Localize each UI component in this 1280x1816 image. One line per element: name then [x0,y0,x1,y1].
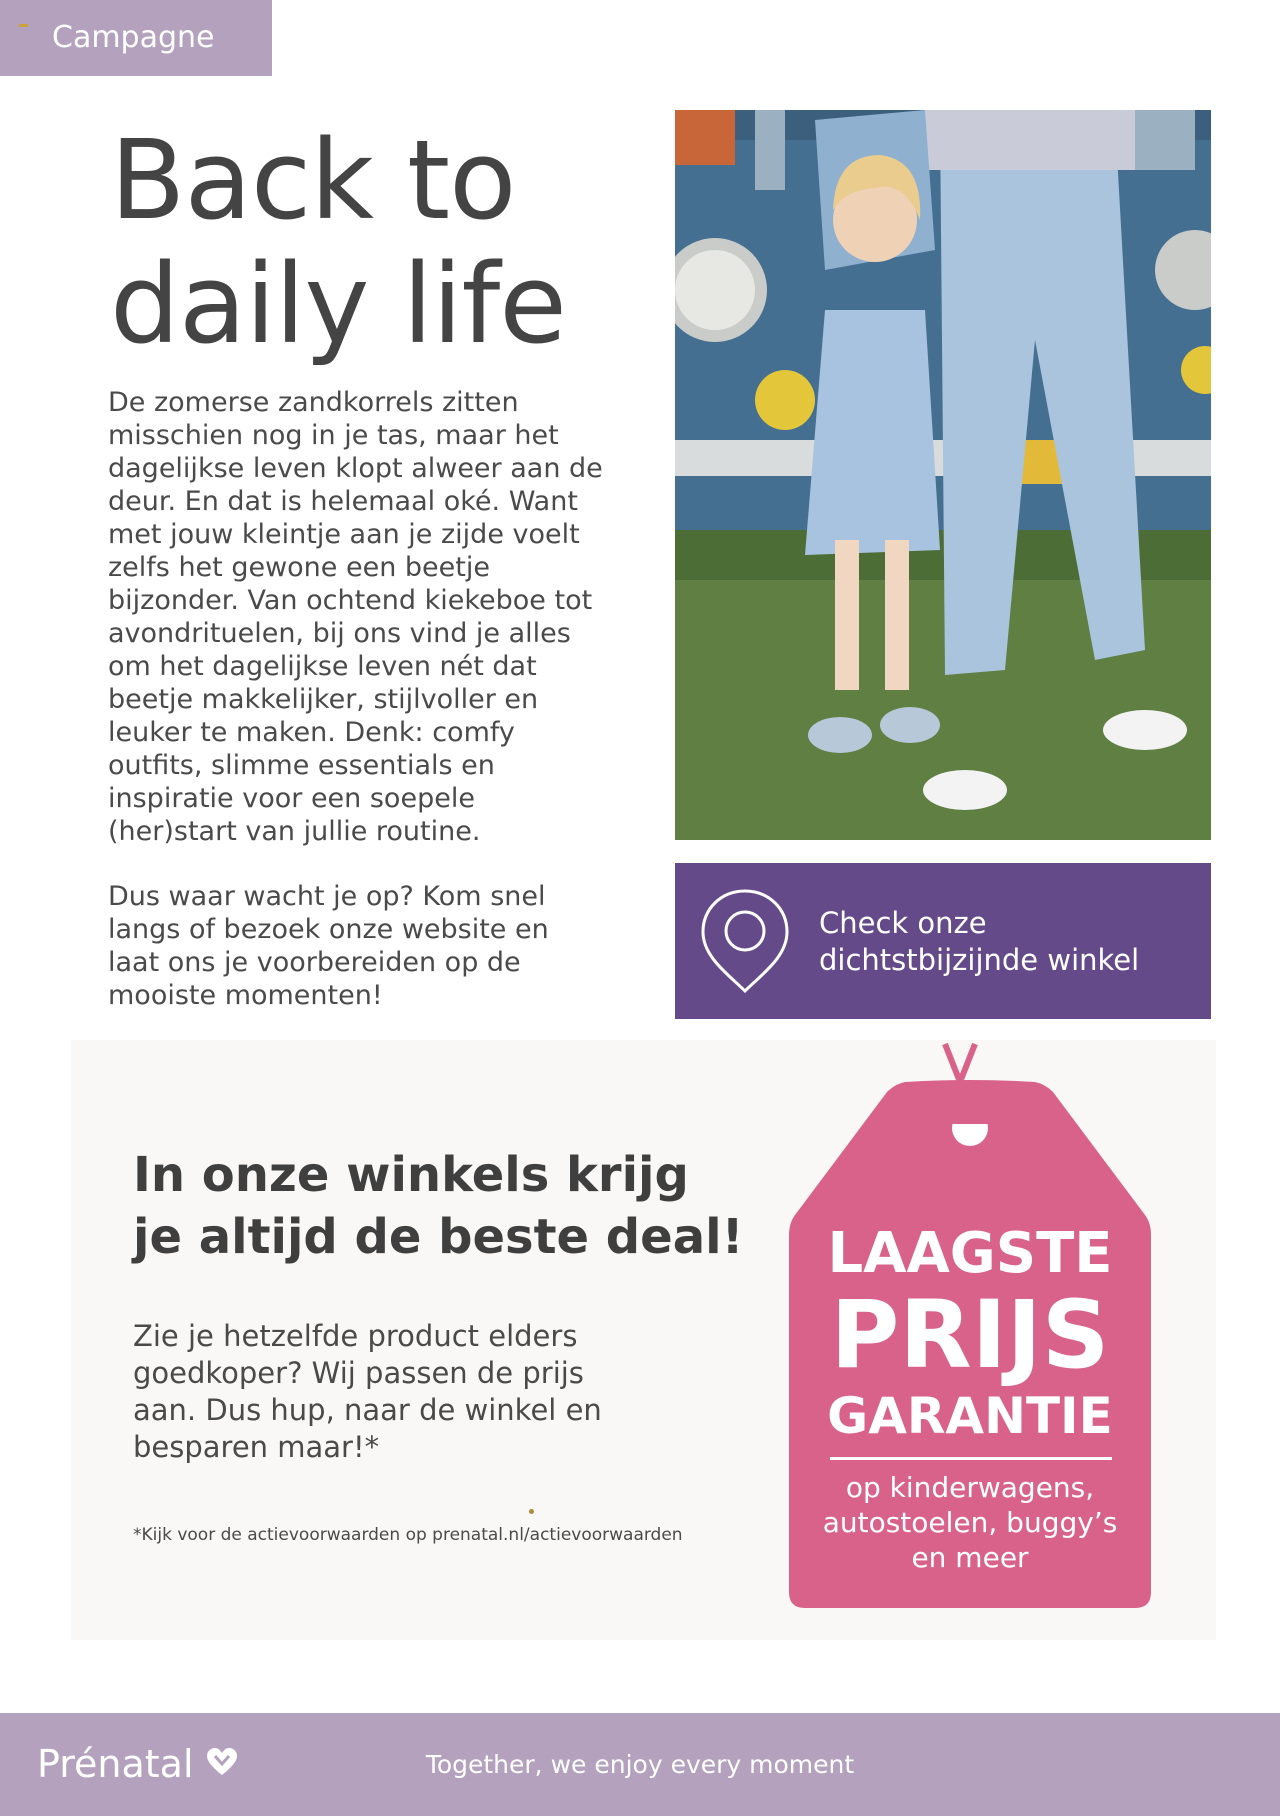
headline-line-2: daily life [110,240,566,368]
intro-paragraph-2: Dus waar wacht je op? Kom snel langs of bezoek onze website en laat ons je voorbereiden op de mooiste momenten! [108,881,549,1011]
terms-footnote: *Kijk voor de actievoorwaarden op prenatal.nl/actievoorwaarden [133,1525,683,1545]
footer-tagline: Together, we enjoy every moment [425,1750,855,1779]
page-headline [110,118,566,366]
nearest-store-button[interactable] [675,863,1211,1019]
tag-sub-line-1: op kinderwagens, [845,1471,1095,1504]
footer [0,1713,1280,1816]
deal-title [133,1144,753,1268]
nearest-store-label [819,905,1199,979]
campaign-tab-label: Campagne [52,20,215,55]
intro-paragraph: De zomerse zandkorrels zitten misschien nog in je tas, maar het dagelijkse leven klopt alweer aan de deur. En dat is helemaal oké. Want met jouw kleintje aan je zijde voelt zelfs het gewone een beetje bijzonder. Van ochtend kiekeboe tot avondrituelen, bij ons vind je alles om het dagelijkse leven nét dat beetje makkelijker, stijlvoller en leuker te maken. Denk: comfy outfits, slimme essentials en inspiratie voor een soepele (her)start van jullie routine. [108,387,603,847]
tag-line-laagste: LAAGSTE [827,1221,1113,1286]
campaign-tab [0,0,272,76]
brand-name: Prénatal [37,1742,194,1786]
tag-subtext [785,1470,1155,1575]
tag-line-prijs: PRIJS [830,1281,1110,1390]
price-guarantee-tag [785,1040,1155,1610]
campaign-photo [675,110,1211,840]
tag-sub-line-2: autostoelen, buggy’s [822,1506,1118,1539]
deal-title-line-1: In onze winkels krijg [133,1147,689,1203]
cta-line-2: dichtstbijzijnde winkel [819,943,1140,977]
photo-illustration [675,110,1211,840]
location-pin-icon [699,887,791,995]
deal-body: Zie je hetzelfde product elders goedkoper? Wij passen de prijs aan. Dus hup, naar de winkel en besparen maar!* [133,1319,602,1464]
tab-mark [19,24,28,27]
headline-line-1: Back to [110,116,516,244]
deal-title-line-2: je altijd de beste deal! [133,1209,744,1265]
decorative-dot [529,1509,534,1514]
tag-divider [830,1457,1112,1460]
tag-line-garantie: GARANTIE [827,1387,1113,1445]
tag-sub-line-3: en meer [911,1541,1029,1574]
cta-line-1: Check onze [819,906,987,940]
